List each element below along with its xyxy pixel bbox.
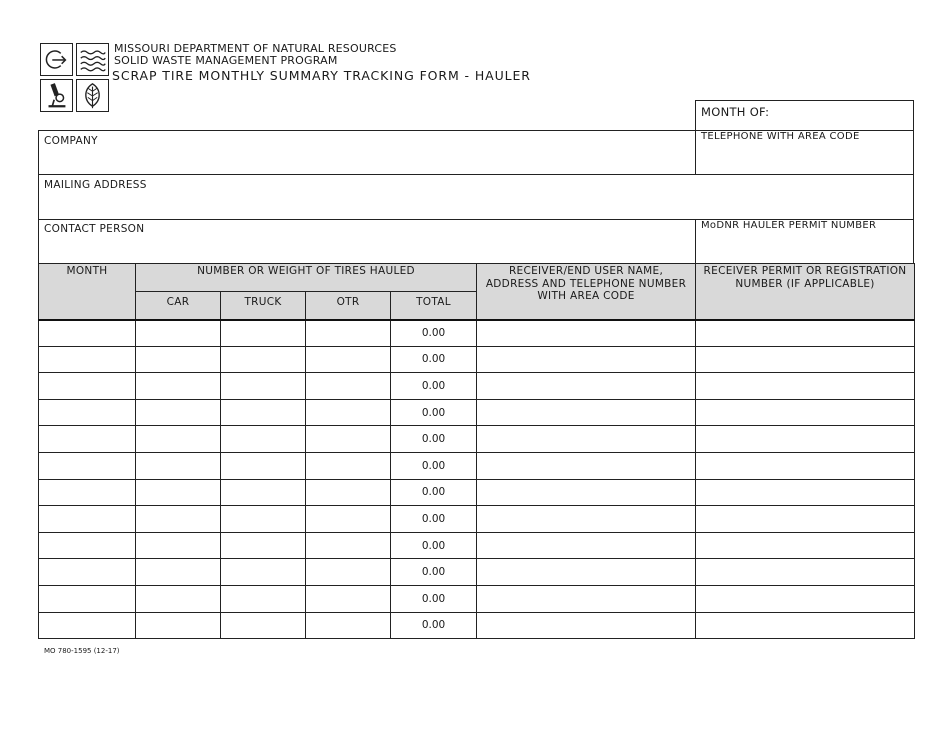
truck-cell[interactable]	[221, 399, 306, 426]
total-cell: 0.00	[391, 346, 477, 373]
month-cell[interactable]	[39, 426, 136, 453]
telephone-label: TELEPHONE WITH AREA CODE	[701, 131, 860, 142]
otr-cell[interactable]	[306, 426, 391, 453]
col-car-header: CAR	[136, 292, 221, 320]
car-cell[interactable]	[136, 452, 221, 479]
truck-cell[interactable]	[221, 479, 306, 506]
company-input[interactable]	[44, 151, 684, 169]
receiver-permit-cell[interactable]	[696, 612, 915, 639]
table-row	[39, 585, 915, 612]
month-cell[interactable]	[39, 612, 136, 639]
truck-cell[interactable]	[221, 585, 306, 612]
truck-cell[interactable]	[221, 346, 306, 373]
microscope-icon	[41, 80, 72, 111]
col-truck-header: TRUCK	[221, 292, 306, 320]
company-label: COMPANY	[44, 135, 98, 147]
receiver-cell[interactable]	[477, 479, 696, 506]
company-box	[38, 130, 696, 175]
table-row	[39, 506, 915, 533]
receiver-permit-cell[interactable]	[696, 373, 915, 400]
truck-cell[interactable]	[221, 559, 306, 586]
receiver-cell[interactable]	[477, 346, 696, 373]
col-otr-header: OTR	[306, 292, 391, 320]
truck-cell[interactable]	[221, 452, 306, 479]
permit-number-input[interactable]	[701, 240, 906, 258]
total-cell: 0.00	[391, 452, 477, 479]
table-row	[39, 346, 915, 373]
truck-cell[interactable]	[221, 612, 306, 639]
otr-cell[interactable]	[306, 479, 391, 506]
receiver-permit-cell[interactable]	[696, 532, 915, 559]
receiver-cell[interactable]	[477, 399, 696, 426]
total-cell: 0.00	[391, 506, 477, 533]
receiver-cell[interactable]	[477, 320, 696, 347]
month-cell[interactable]	[39, 399, 136, 426]
total-cell: 0.00	[391, 479, 477, 506]
total-cell: 0.00	[391, 399, 477, 426]
contact-person-label: CONTACT PERSON	[44, 223, 145, 235]
total-cell: 0.00	[391, 320, 477, 347]
program-name: SOLID WASTE MANAGEMENT PROGRAM	[114, 54, 338, 67]
table-row	[39, 479, 915, 506]
receiver-permit-cell[interactable]	[696, 426, 915, 453]
microscope-logo	[40, 79, 73, 112]
otr-cell[interactable]	[306, 399, 391, 426]
month-cell[interactable]	[39, 320, 136, 347]
total-cell: 0.00	[391, 373, 477, 400]
receiver-cell[interactable]	[477, 506, 696, 533]
table-row	[39, 452, 915, 479]
col-receiver-permit-header: RECEIVER PERMIT OR REGISTRATION NUMBER (IF APPLICABLE)	[696, 264, 915, 320]
total-cell: 0.00	[391, 585, 477, 612]
receiver-cell[interactable]	[477, 532, 696, 559]
month-cell[interactable]	[39, 346, 136, 373]
table-row	[39, 426, 915, 453]
month-of-box	[695, 100, 914, 131]
car-cell[interactable]	[136, 479, 221, 506]
month-of-input[interactable]	[772, 105, 907, 123]
otr-cell[interactable]	[306, 612, 391, 639]
receiver-permit-cell[interactable]	[696, 479, 915, 506]
month-cell[interactable]	[39, 506, 136, 533]
leaf-icon	[77, 80, 108, 111]
truck-cell[interactable]	[221, 532, 306, 559]
month-cell[interactable]	[39, 585, 136, 612]
table-row	[39, 399, 915, 426]
permit-number-label: MoDNR HAULER PERMIT NUMBER	[701, 220, 877, 231]
receiver-cell[interactable]	[477, 373, 696, 400]
mailing-address-input[interactable]	[44, 195, 904, 213]
air-logo	[40, 43, 73, 76]
table-row	[39, 559, 915, 586]
otr-cell[interactable]	[306, 532, 391, 559]
tracking-table	[38, 263, 915, 639]
otr-cell[interactable]	[306, 506, 391, 533]
receiver-permit-cell[interactable]	[696, 399, 915, 426]
mailing-address-label: MAILING ADDRESS	[44, 179, 147, 191]
total-cell: 0.00	[391, 426, 477, 453]
permit-number-box	[695, 219, 914, 264]
receiver-cell[interactable]	[477, 426, 696, 453]
col-tires-group-header: NUMBER OR WEIGHT OF TIRES HAULED	[136, 264, 477, 292]
otr-cell[interactable]	[306, 585, 391, 612]
month-cell[interactable]	[39, 532, 136, 559]
total-cell: 0.00	[391, 559, 477, 586]
form-title: SCRAP TIRE MONTHLY SUMMARY TRACKING FORM - HAULER	[112, 68, 531, 83]
telephone-box	[695, 130, 914, 175]
car-cell[interactable]	[136, 506, 221, 533]
receiver-cell[interactable]	[477, 559, 696, 586]
table-row	[39, 612, 915, 639]
col-month-header: MONTH	[39, 264, 136, 320]
car-cell[interactable]	[136, 320, 221, 347]
receiver-permit-cell[interactable]	[696, 346, 915, 373]
telephone-input[interactable]	[701, 151, 906, 169]
contact-person-input[interactable]	[44, 240, 684, 258]
water-icon	[77, 44, 108, 75]
receiver-cell[interactable]	[477, 452, 696, 479]
car-cell[interactable]	[136, 559, 221, 586]
receiver-permit-cell[interactable]	[696, 506, 915, 533]
air-icon	[41, 44, 72, 75]
receiver-permit-cell[interactable]	[696, 585, 915, 612]
truck-cell[interactable]	[221, 373, 306, 400]
receiver-permit-cell[interactable]	[696, 559, 915, 586]
otr-cell[interactable]	[306, 346, 391, 373]
contact-person-box	[38, 219, 696, 264]
month-cell[interactable]	[39, 373, 136, 400]
month-cell[interactable]	[39, 452, 136, 479]
leaf-logo	[76, 79, 109, 112]
form-number: MO 780-1595 (12-17)	[44, 647, 120, 655]
mailing-address-box	[38, 174, 914, 220]
truck-cell[interactable]	[221, 426, 306, 453]
agency-name: MISSOURI DEPARTMENT OF NATURAL RESOURCES	[114, 42, 397, 55]
car-cell[interactable]	[136, 399, 221, 426]
col-total-header: TOTAL	[391, 292, 477, 320]
car-cell[interactable]	[136, 585, 221, 612]
truck-cell[interactable]	[221, 506, 306, 533]
otr-cell[interactable]	[306, 373, 391, 400]
month-cell[interactable]	[39, 559, 136, 586]
col-receiver-header: RECEIVER/END USER NAME, ADDRESS AND TELEPHONE NUMBER WITH AREA CODE	[477, 264, 696, 320]
receiver-permit-cell[interactable]	[696, 320, 915, 347]
table-row	[39, 320, 915, 347]
car-cell[interactable]	[136, 373, 221, 400]
month-cell[interactable]	[39, 479, 136, 506]
car-cell[interactable]	[136, 532, 221, 559]
otr-cell[interactable]	[306, 452, 391, 479]
table-row	[39, 373, 915, 400]
car-cell[interactable]	[136, 346, 221, 373]
receiver-permit-cell[interactable]	[696, 452, 915, 479]
total-cell: 0.00	[391, 612, 477, 639]
table-row	[39, 532, 915, 559]
car-cell[interactable]	[136, 426, 221, 453]
receiver-cell[interactable]	[477, 612, 696, 639]
month-of-label: MONTH OF:	[701, 105, 770, 119]
receiver-cell[interactable]	[477, 585, 696, 612]
otr-cell[interactable]	[306, 320, 391, 347]
otr-cell[interactable]	[306, 559, 391, 586]
water-logo	[76, 43, 109, 76]
total-cell: 0.00	[391, 532, 477, 559]
truck-cell[interactable]	[221, 320, 306, 347]
car-cell[interactable]	[136, 612, 221, 639]
